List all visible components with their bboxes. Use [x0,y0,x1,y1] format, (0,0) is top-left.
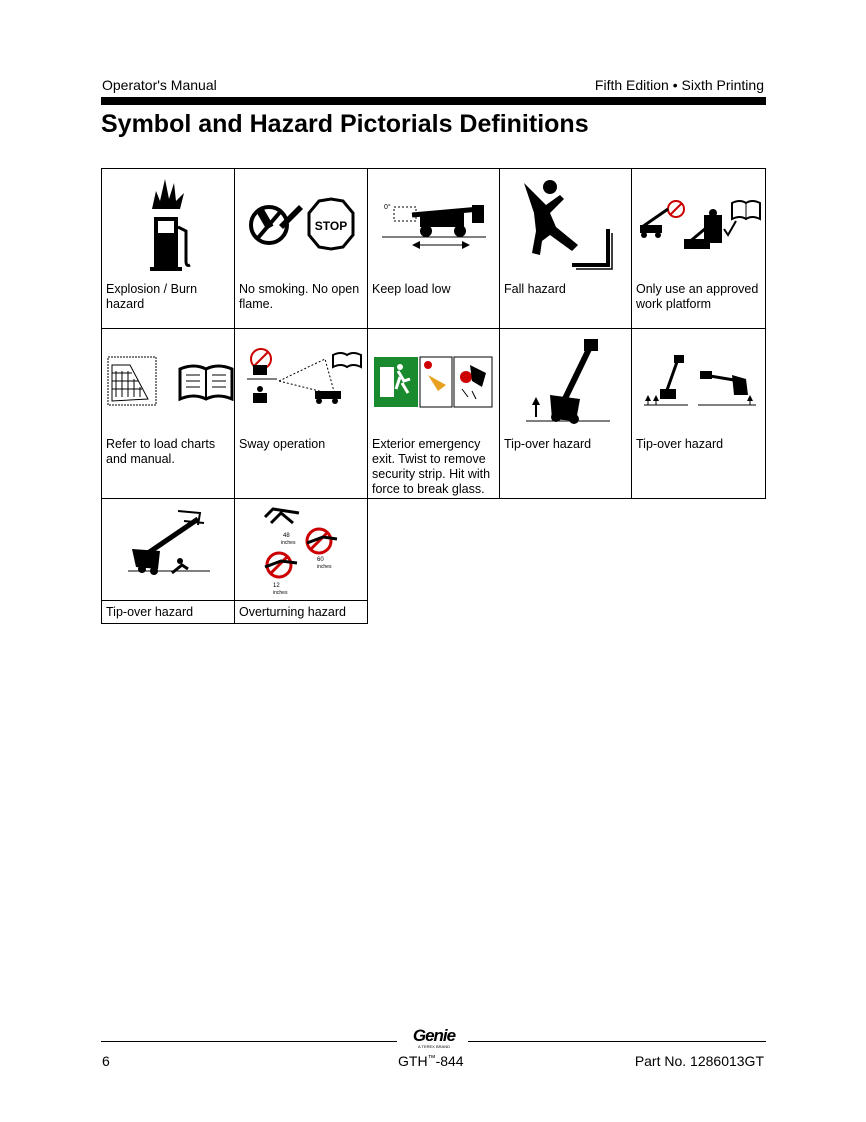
pictorial-caption: Tip-over hazard [106,605,194,619]
dim-48: 48 [283,533,290,539]
logo-subtext: A TEREX BRAND [418,1044,450,1049]
genie-logo [405,1027,463,1049]
trademark-mark: ™ [427,1053,436,1063]
work-platform-icon [632,169,765,279]
pictorial-caption: Sway operation [239,437,326,451]
tip-over-icon [632,329,765,439]
tip-over-icon [102,499,234,603]
logo-text: Genie [412,1026,456,1045]
pictorial-cell [631,168,766,329]
angle-label: 0° [384,204,391,211]
pictorial-cell [631,328,766,499]
pictorial-caption: Tip-over hazard [636,437,724,451]
dim-12: 12 [273,583,280,589]
page-title: Symbol and Hazard Pictorials Definitions [101,110,589,138]
header-rule [101,97,766,105]
stop-sign-text: STOP [314,219,348,233]
footer-rule-left [101,1041,397,1042]
no-smoking-icon [235,169,367,279]
pictorial-cell [499,168,632,329]
pictorial-cell [101,328,235,499]
model-prefix: GTH [398,1053,428,1069]
fall-hazard-icon [500,169,631,279]
footer-rule-right [468,1041,766,1042]
pictorial-cell [367,168,500,329]
pictorial-caption: Refer to load charts and manual. [106,437,216,466]
pictorial-cell [234,168,368,329]
caption-row [235,600,367,623]
pictorial-caption: Tip-over hazard [504,437,592,451]
model-name [398,1053,464,1069]
model-number: -844 [435,1053,464,1069]
pictorial-caption: Fall hazard [504,282,566,296]
header-right: Fifth Edition • Sixth Printing [594,77,764,93]
dim-60: 60 [317,557,324,563]
pictorial-cell [234,498,368,624]
overturning-icon [235,499,367,603]
pictorial-cell [234,328,368,499]
dim-inches: inches [273,590,288,596]
emergency-exit-icon [368,329,499,439]
caption-row [102,600,234,623]
dim-inches: inches [317,564,332,570]
pictorial-caption: Explosion / Burn hazard [106,282,198,311]
load-chart-manual-icon [102,329,234,439]
tip-over-icon [500,329,631,439]
pictorial-caption: Only use an approved work platform [636,282,759,311]
pictorial-cell [101,168,235,329]
page-number: 6 [102,1053,110,1069]
pictorial-cell [101,498,235,624]
pictorial-caption: No smoking. No open flame. [239,282,360,311]
pictorial-caption: Overturning hazard [239,605,347,619]
pictorial-cell [499,328,632,499]
sway-operation-icon [235,329,367,439]
explosion-burn-icon [102,169,234,279]
pictorial-caption: Exterior emergency exit. Twist to remove security strip. Hit with force to break glass. [372,437,491,496]
dim-inches: inches [281,540,296,546]
pictorial-cell [367,328,500,499]
pictorial-caption: Keep load low [372,282,451,296]
keep-load-low-icon [368,169,499,279]
part-number: Part No. 1286013GT [634,1053,764,1069]
header-left: Operator's Manual [102,77,217,93]
